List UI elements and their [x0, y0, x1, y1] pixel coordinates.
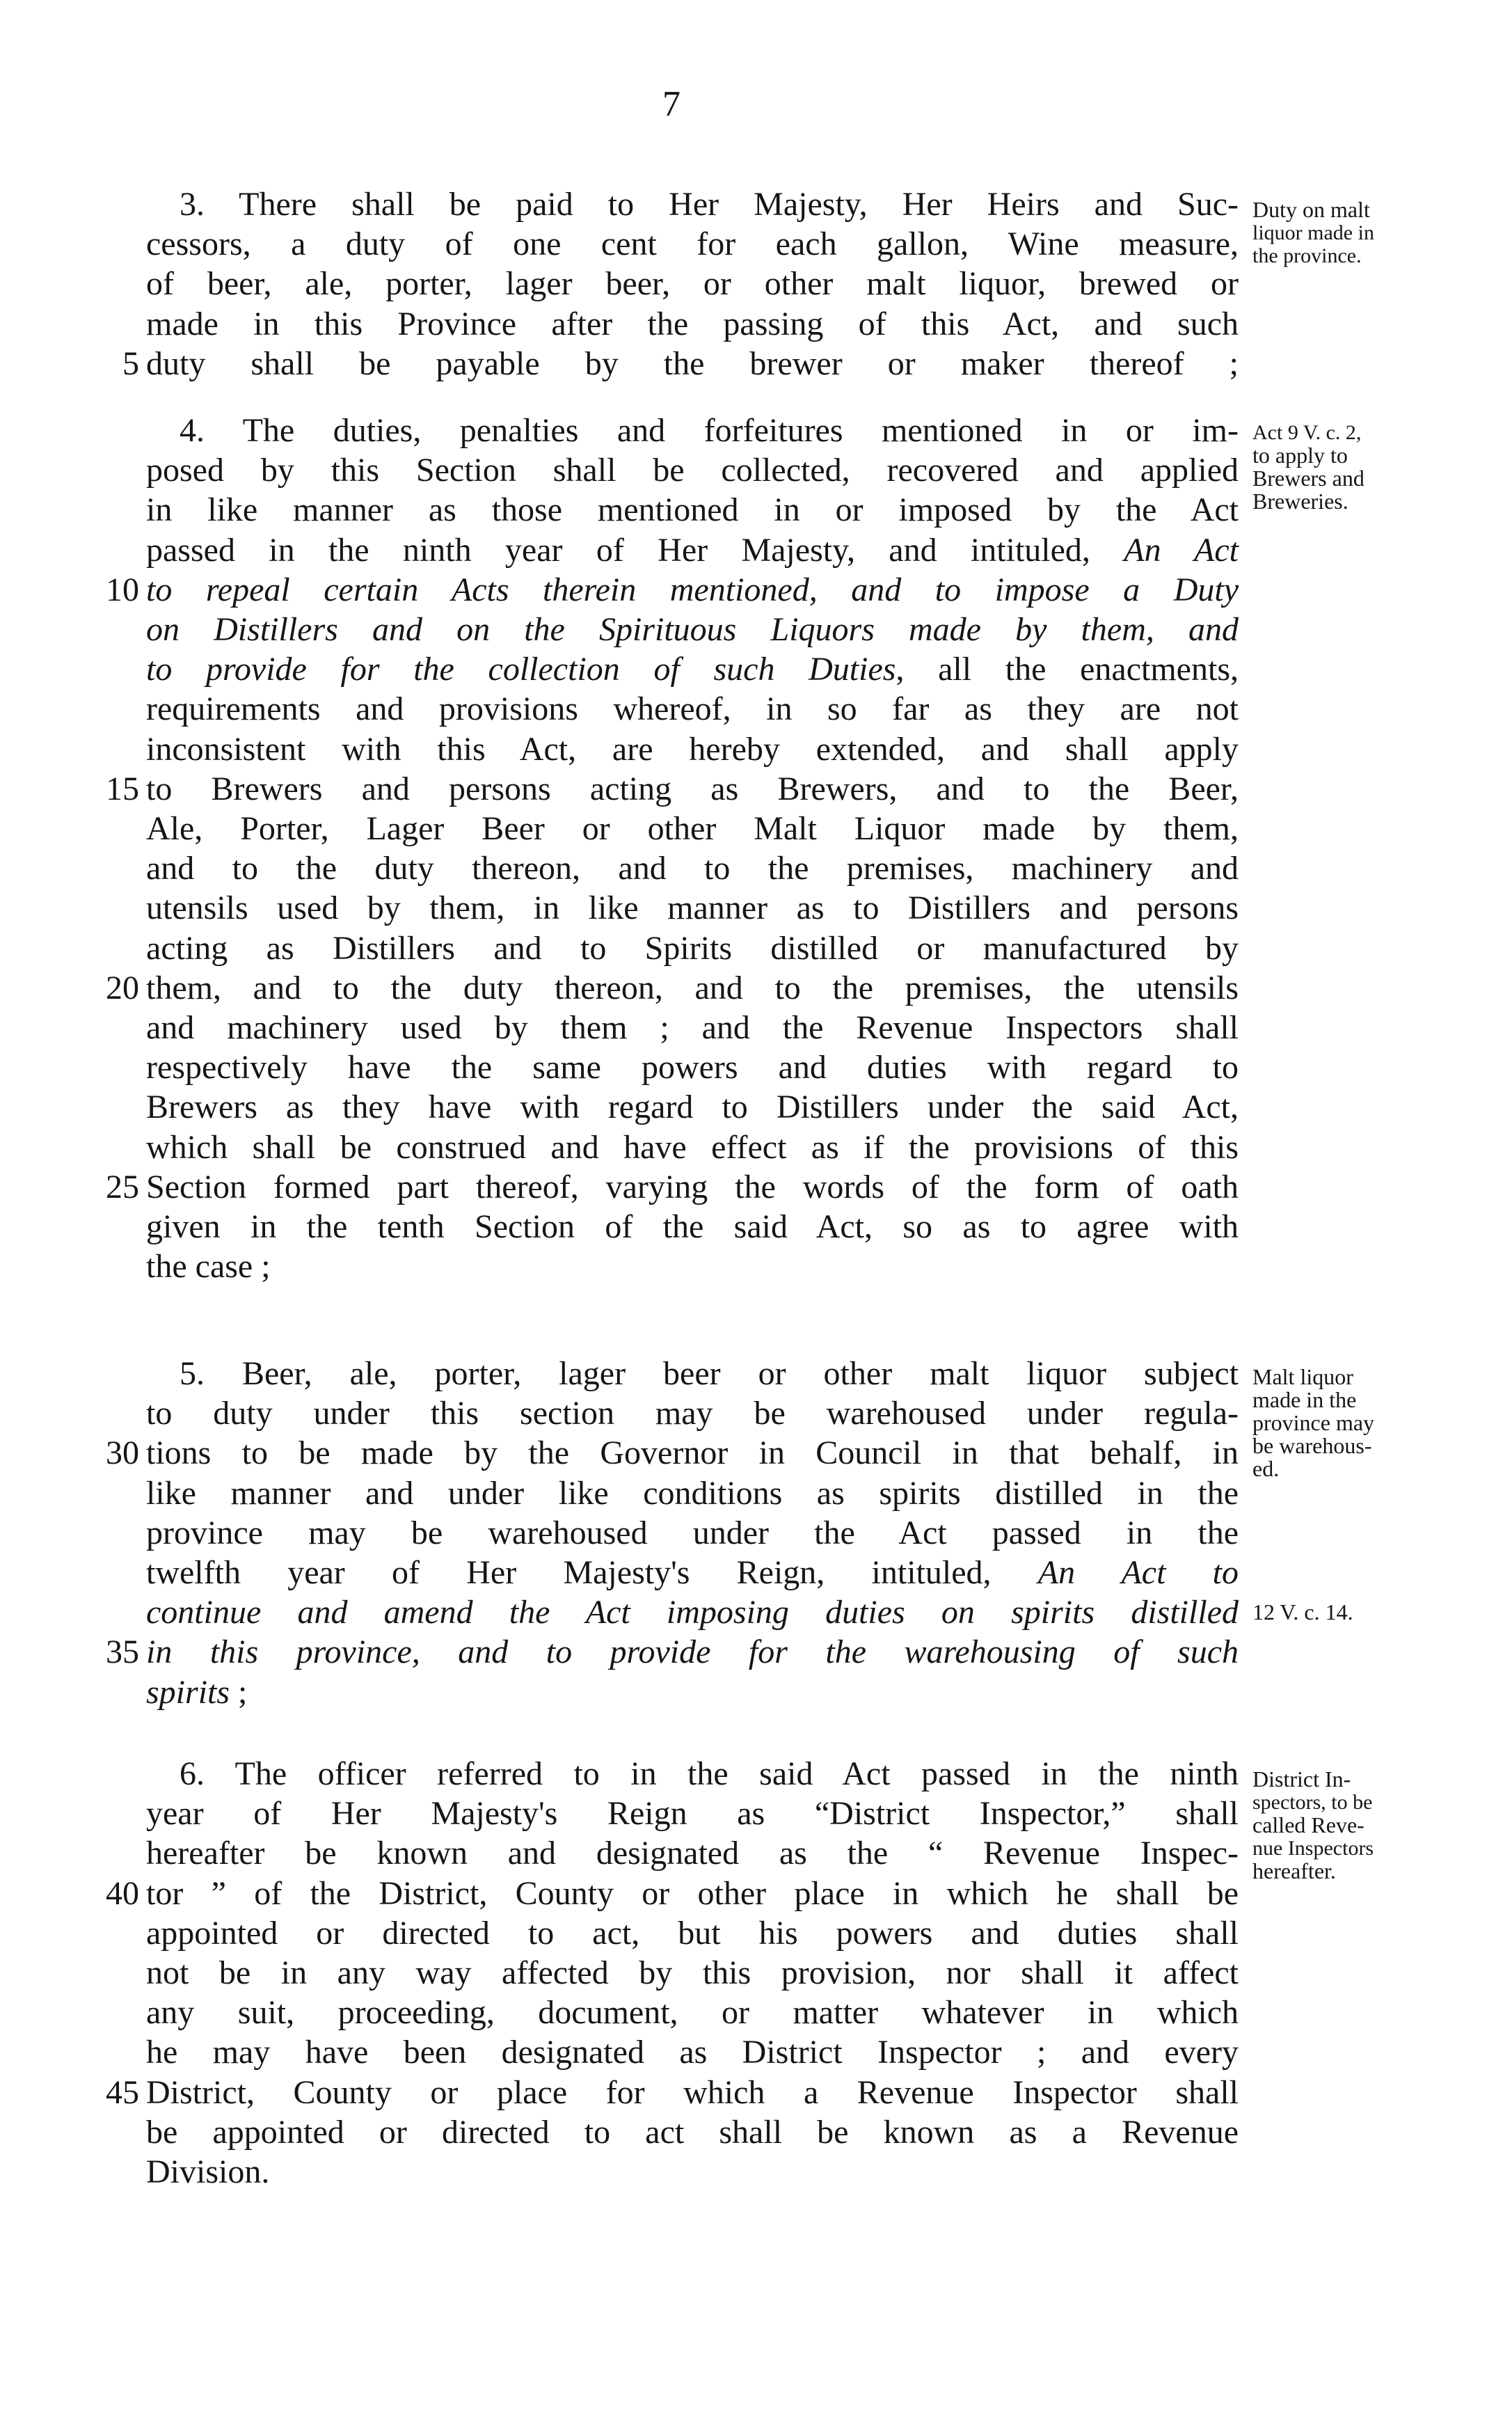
text-line: them, and to the duty thereon, and to the premises, the utensils [146, 969, 1239, 1006]
text-line: to provide for the collection of such Duties, all the enactments, [146, 651, 1239, 688]
text-line: acting as Distillers and to Spirits distilled or manufactured by [146, 929, 1239, 967]
text-line: requirements and provisions whereof, in so far as they are not [146, 690, 1239, 728]
marginal-note-line: to apply to [1252, 443, 1348, 468]
text-line: continue and amend the Act imposing duties on spirits distilled [146, 1594, 1239, 1631]
marginal-note-line: hereafter. [1252, 1858, 1336, 1883]
marginal-note-line: nue Inspectors [1252, 1837, 1374, 1860]
marginal-note-line: called Reve- [1252, 1812, 1364, 1837]
text-line: twelfth year of Her Majesty's Reign, intituled, An Act to [146, 1554, 1239, 1591]
text-line: 4. The duties, penalties and forfeitures mentioned in or im- [180, 412, 1239, 449]
text-line: and machinery used by them ; and the Revenue Inspectors shall [146, 1009, 1239, 1046]
text-line: 6. The officer referred to in the said Act passed in the ninth [180, 1755, 1239, 1792]
marginal-note-line: province may [1252, 1410, 1375, 1435]
marginal-note-line: District In- [1252, 1766, 1351, 1792]
text-line: hereafter be known and designated as the “ Revenue Inspec- [146, 1835, 1239, 1872]
text-line: 3. There shall be paid to Her Majesty, Her Heirs and Suc- [180, 186, 1239, 223]
text-line: to Brewers and persons acting as Brewers, and to the Beer, [146, 770, 1239, 807]
text-line: to duty under this section may be warehoused under regula- [146, 1395, 1239, 1432]
text-line: like manner and under like conditions as spirits distilled in the [146, 1474, 1239, 1512]
marginal-note-line: Act 9 V. c. 2, [1252, 421, 1362, 444]
text-line: the case ; [146, 1248, 271, 1286]
text-line: on Distillers and on the Spirituous Liquors made by them, and [146, 611, 1239, 648]
text-line: 5. Beer, ale, porter, lager beer or other malt liquor subject [180, 1355, 1239, 1392]
line-number: 25 [106, 1168, 139, 1205]
text-line: passed in the ninth year of Her Majesty, and intituled, An Act [146, 531, 1239, 569]
line-number: 35 [106, 1634, 139, 1671]
marginal-note-line: Brewers and [1252, 466, 1364, 491]
text-line: not be in any way affected by this provision, nor shall it affect [146, 1954, 1239, 1991]
text-line: appointed or directed to act, but his powers and duties shall [146, 1914, 1239, 1952]
text-line: spirits ; [146, 1673, 248, 1711]
text-line: Ale, Porter, Lager Beer or other Malt Liquor made by them, [146, 810, 1239, 847]
text-line: inconsistent with this Act, are hereby extended, and shall apply [146, 730, 1239, 768]
text-line: tions to be made by the Governor in Council in that behalf, in [146, 1434, 1239, 1472]
text-line: posed by this Section shall be collected, recovered and applied [146, 452, 1239, 489]
text-line: in this province, and to provide for the warehousing of such [146, 1634, 1239, 1671]
marginal-note-line: the province. [1252, 244, 1362, 267]
text-line: tor ” of the District, County or other place in which he shall be [146, 1874, 1239, 1912]
line-number: 45 [106, 2073, 139, 2111]
text-line: Section formed part thereof, varying the words of the form of oath [146, 1168, 1239, 1205]
text-line: province may be warehoused under the Act passed in the [146, 1514, 1239, 1551]
text-line: he may have been designated as District Inspector ; and every [146, 2034, 1239, 2071]
text-line: of beer, ale, porter, lager beer, or other malt liquor, brewed or [146, 265, 1239, 303]
text-line: to repeal certain Acts therein mentioned, and to impose a Duty [146, 571, 1239, 608]
line-number: 20 [106, 969, 139, 1006]
line-number: 30 [106, 1434, 139, 1472]
text-line: any suit, proceeding, document, or matter whatever in which [146, 1994, 1239, 2032]
marginal-note-line: Breweries. [1252, 489, 1348, 514]
text-line: given in the tenth Section of the said Act, so as to agree with [146, 1208, 1239, 1245]
marginal-citation: 12 V. c. 14. [1252, 1599, 1353, 1624]
page-number: 7 [662, 84, 681, 124]
text-line: cessors, a duty of one cent for each gallon, Wine measure, [146, 226, 1239, 263]
text-line: year of Her Majesty's Reign as “District Inspector,” shall [146, 1795, 1239, 1833]
marginal-note-line: ed. [1252, 1456, 1280, 1481]
text-line: which shall be construed and have effect as if the provisions of this [146, 1128, 1239, 1166]
line-number: 15 [106, 770, 139, 807]
marginal-note-line: be warehous- [1252, 1433, 1372, 1458]
line-number: 40 [106, 1874, 139, 1912]
marginal-note-line: Malt liquor [1252, 1364, 1353, 1389]
marginal-note-line: spectors, to be [1252, 1791, 1373, 1814]
marginal-note-line: liquor made in [1252, 221, 1374, 244]
text-line: in like manner as those mentioned in or imposed by the Act [146, 491, 1239, 529]
text-line: Brewers as they have with regard to Distillers under the said Act, [146, 1089, 1239, 1126]
text-line: utensils used by them, in like manner as to Distillers and persons [146, 889, 1239, 927]
text-line: duty shall be payable by the brewer or maker thereof ; [146, 345, 1239, 382]
text-line: made in this Province after the passing of this Act, and such [146, 305, 1239, 342]
marginal-note-line: made in the [1252, 1387, 1357, 1412]
line-number: 10 [106, 571, 139, 608]
text-line: be appointed or directed to act shall be known as a Revenue [146, 2113, 1239, 2151]
text-line: and to the duty thereon, and to the premises, machinery and [146, 850, 1239, 887]
text-line: District, County or place for which a Revenue Inspector shall [146, 2073, 1239, 2111]
text-line: Division. [146, 2153, 270, 2190]
text-line: respectively have the same powers and duties with regard to [146, 1049, 1239, 1086]
marginal-note-line: Duty on malt [1252, 197, 1370, 222]
line-number: 5 [122, 345, 139, 382]
